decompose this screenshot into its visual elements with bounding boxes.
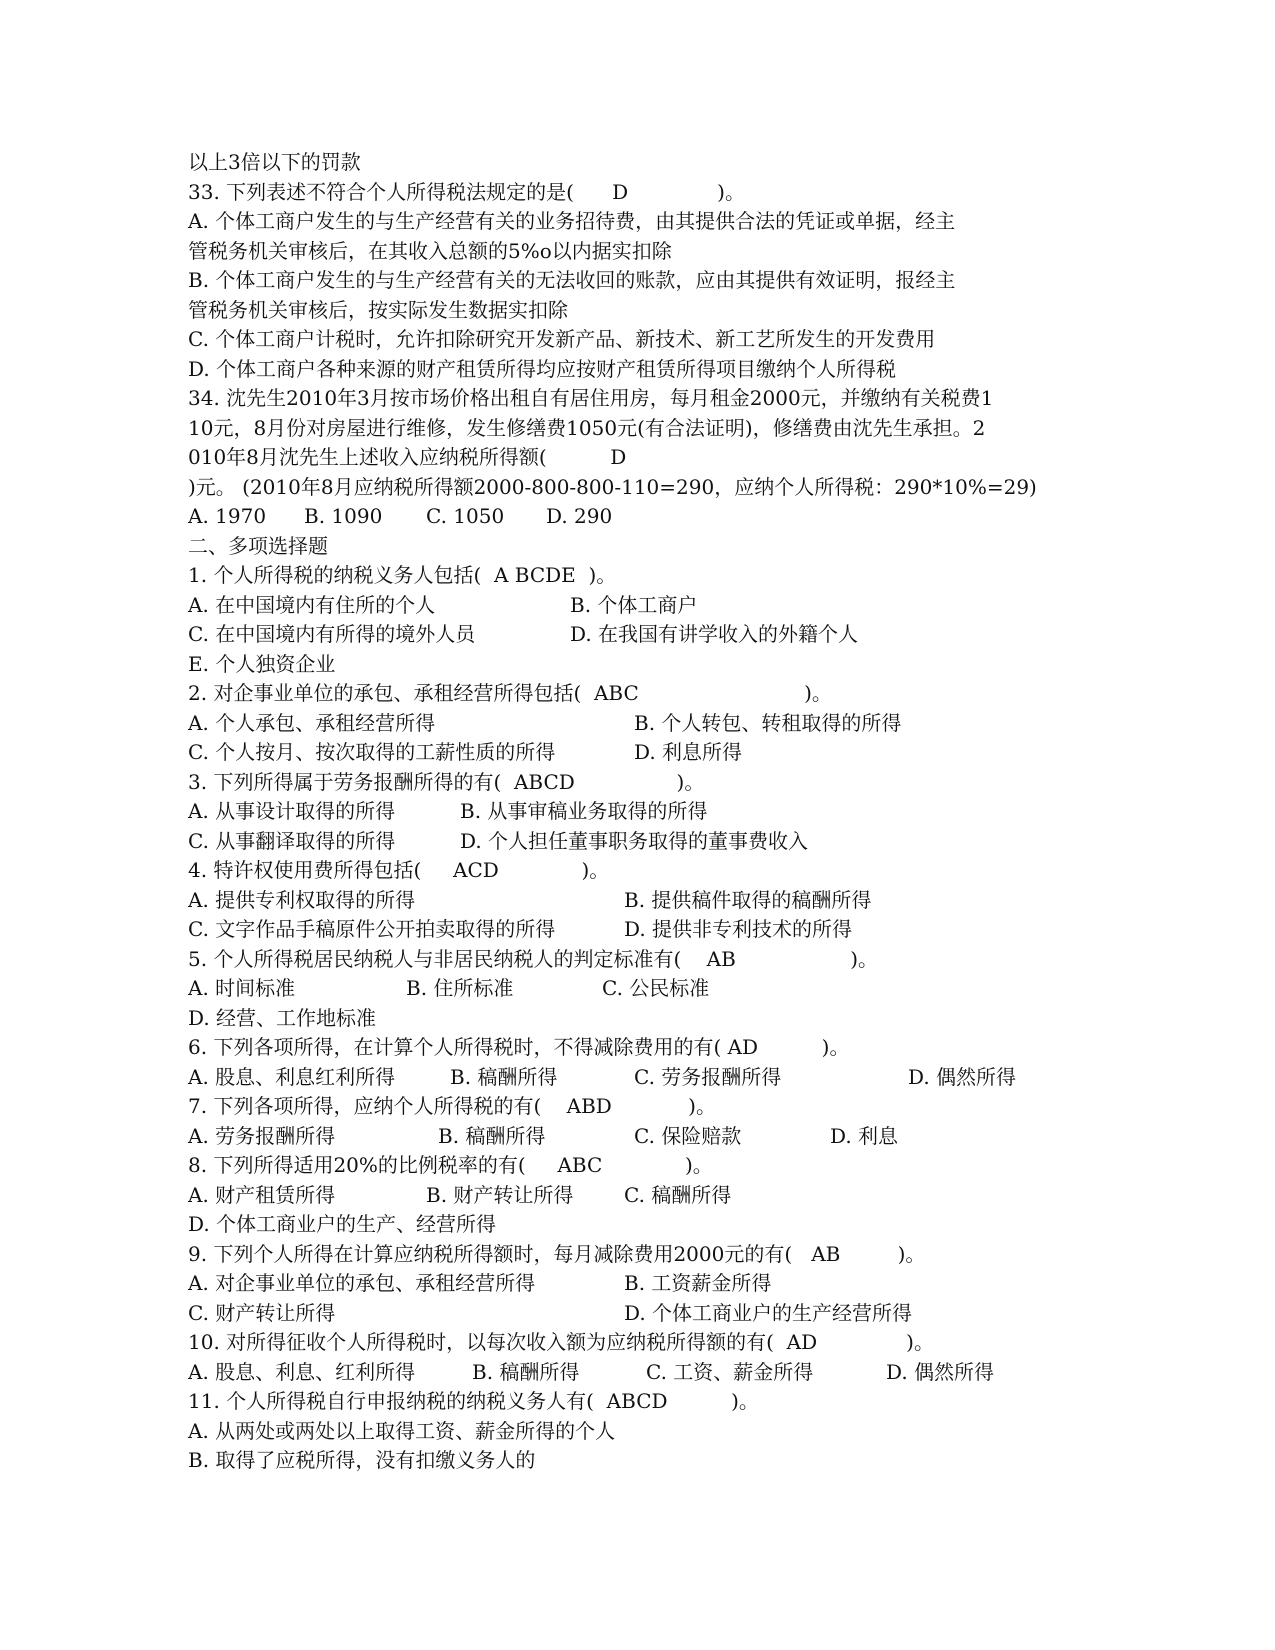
answer-note: )元。 (2010年8月应纳税所得额2000-800-800-110=290，应纳个人所得税：290*10%=29) <box>188 474 1037 499</box>
option-c: C. 劳务报酬所得 <box>634 1064 782 1089</box>
option-d: D. 偶然所得 <box>908 1064 1017 1089</box>
option-a: A. 个人承包、承租经营所得 <box>188 710 436 735</box>
options-row <box>188 1269 1088 1299</box>
option-c: C. 工资、薪金所得 <box>646 1359 814 1384</box>
question-3: 3. 下列所得属于劳务报酬所得的有( ABCD )。 <box>188 769 705 794</box>
document-body <box>188 148 1088 1476</box>
option-c: C. 文字作品手稿原件公开拍卖取得的所得 <box>188 917 556 941</box>
question-6: 6. 下列各项所得，在计算个人所得税时，不得减除费用的有( AD )。 <box>188 1035 850 1059</box>
option-b: B. 个人转包、转租取得的所得 <box>634 710 902 735</box>
option-b: B. 财产转让所得 <box>426 1182 574 1207</box>
question-2: 2. 对企事业单位的承包、承租经营所得包括( ABC )。 <box>188 681 832 705</box>
options-row <box>188 709 1088 739</box>
question-1: 1. 个人所得税的纳税义务人包括( A BCDE )。 <box>188 563 617 587</box>
question-7: 7. 下列各项所得，应纳个人所得税的有( ABD )。 <box>188 1094 716 1118</box>
options-row <box>188 797 1088 827</box>
option-c: C. 稿酬所得 <box>624 1182 732 1207</box>
options-row <box>188 1299 1088 1329</box>
text-line: 以上3倍以下的罚款 <box>188 150 361 174</box>
option-b: B. 稿酬所得 <box>450 1064 558 1089</box>
question-33: 33. 下列表述不符合个人所得税法规定的是( D )。 <box>188 179 745 204</box>
options-row <box>188 915 1088 945</box>
option-a: A. 股息、利息红利所得 <box>188 1064 396 1089</box>
option-a: A. 从两处或两处以上取得工资、薪金所得的个人 <box>188 1418 616 1443</box>
option-b: B. 1090 <box>304 504 383 528</box>
text-line: 10元，8月份对房屋进行维修，发生修缮费1050元(有合法证明)，修缮费由沈先生承担。2 <box>188 415 986 440</box>
options-row <box>188 502 1088 532</box>
question-9: 9. 下列个人所得在计算应纳税所得额时，每月减除费用2000元的有( AB )。 <box>188 1241 926 1266</box>
option-b: B. 工资薪金所得 <box>624 1271 772 1295</box>
option-a: A. 个体工商户发生的与生产经营有关的业务招待费，由其提供合法的凭证或单据，经主 <box>188 209 956 233</box>
options-row <box>188 591 1088 621</box>
options-row <box>188 827 1088 857</box>
options-row <box>188 886 1088 916</box>
option-b: B. 个体工商户 <box>570 592 698 617</box>
option-d: D. 利息所得 <box>634 740 743 764</box>
question-4: 4. 特许权使用费所得包括( ACD )。 <box>188 858 610 882</box>
question-8: 8. 下列所得适用20%的比例税率的有( ABC )。 <box>188 1153 713 1177</box>
option-b: B. 稿酬所得 <box>438 1123 546 1148</box>
options-row <box>188 1181 1088 1211</box>
option-c: C. 1050 <box>426 504 505 528</box>
section-heading: 二、多项选择题 <box>188 533 328 558</box>
option-d: D. 个体工商业户的生产、经营所得 <box>188 1212 497 1236</box>
question-34: 34. 沈先生2010年3月按市场价格出租自有居住用房，每月租金2000元，并缴纳有关税费1 <box>188 386 994 410</box>
option-b: B. 提供稿件取得的稿酬所得 <box>624 887 872 912</box>
option-d: D. 个体工商业户的生产经营所得 <box>624 1300 913 1325</box>
option-d: D. 利息 <box>830 1123 899 1148</box>
option-a: A. 时间标准 <box>188 976 296 1000</box>
option-b: B. 住所标准 <box>406 976 514 1000</box>
option-c: C. 在中国境内有所得的境外人员 <box>188 622 476 646</box>
question-5: 5. 个人所得税居民纳税人与非居民纳税人的判定标准有( AB )。 <box>188 946 879 971</box>
option-c: C. 个人按月、按次取得的工薪性质的所得 <box>188 740 556 764</box>
text-line: 管税务机关审核后，在其收入总额的5%o以内据实扣除 <box>188 238 672 263</box>
option-a: A. 对企事业单位的承包、承租经营所得 <box>188 1271 536 1295</box>
question-10: 10. 对所得征收个人所得税时，以每次收入额为应纳税所得额的有( AD )。 <box>188 1330 934 1354</box>
option-a: A. 劳务报酬所得 <box>188 1123 336 1148</box>
option-a: A. 从事设计取得的所得 <box>188 799 396 823</box>
option-a: A. 财产租赁所得 <box>188 1182 336 1207</box>
text-line: 管税务机关审核后，按实际发生数据实扣除 <box>188 297 568 322</box>
options-row <box>188 620 1088 650</box>
option-a: A. 股息、利息、红利所得 <box>188 1359 416 1384</box>
option-d: D. 经营、工作地标准 <box>188 1005 377 1030</box>
option-d: D. 个人担任董事职务取得的董事费收入 <box>460 828 809 853</box>
option-e: E. 个人独资企业 <box>188 651 336 676</box>
options-row <box>188 1063 1088 1093</box>
option-a: A. 提供专利权取得的所得 <box>188 887 416 912</box>
option-d: D. 个体工商户各种来源的财产租赁所得均应按财产租赁所得项目缴纳个人所得税 <box>188 356 897 381</box>
options-row <box>188 1122 1088 1152</box>
option-c: C. 公民标准 <box>602 976 710 1000</box>
options-row <box>188 1358 1088 1388</box>
option-d: D. 在我国有讲学收入的外籍个人 <box>570 622 859 646</box>
options-row <box>188 974 1088 1004</box>
option-a: A. 1970 <box>188 504 267 528</box>
question-11: 11. 个人所得税自行申报纳税的纳税义务人有( ABCD )。 <box>188 1389 759 1413</box>
option-d: D. 290 <box>546 504 613 528</box>
option-b: B. 个体工商户发生的与生产经营有关的无法收回的账款，应由其提供有效证明，报经主 <box>188 268 956 292</box>
option-b: B. 稿酬所得 <box>472 1359 580 1384</box>
option-d: D. 偶然所得 <box>886 1359 995 1384</box>
option-b: B. 取得了应税所得，没有扣缴义务人的 <box>188 1448 536 1472</box>
option-c: C. 保险赔款 <box>634 1123 742 1148</box>
options-row <box>188 738 1088 768</box>
text-line: 010年8月沈先生上述收入应纳税所得额( D <box>188 445 627 469</box>
option-b: B. 从事审稿业务取得的所得 <box>460 799 708 823</box>
option-a: A. 在中国境内有住所的个人 <box>188 592 436 617</box>
option-d: D. 提供非专利技术的所得 <box>624 917 853 941</box>
option-c: C. 从事翻译取得的所得 <box>188 828 396 853</box>
option-c: C. 个体工商户计税时，允许扣除研究开发新产品、新技术、新工艺所发生的开发费用 <box>188 327 936 351</box>
option-c: C. 财产转让所得 <box>188 1300 336 1325</box>
